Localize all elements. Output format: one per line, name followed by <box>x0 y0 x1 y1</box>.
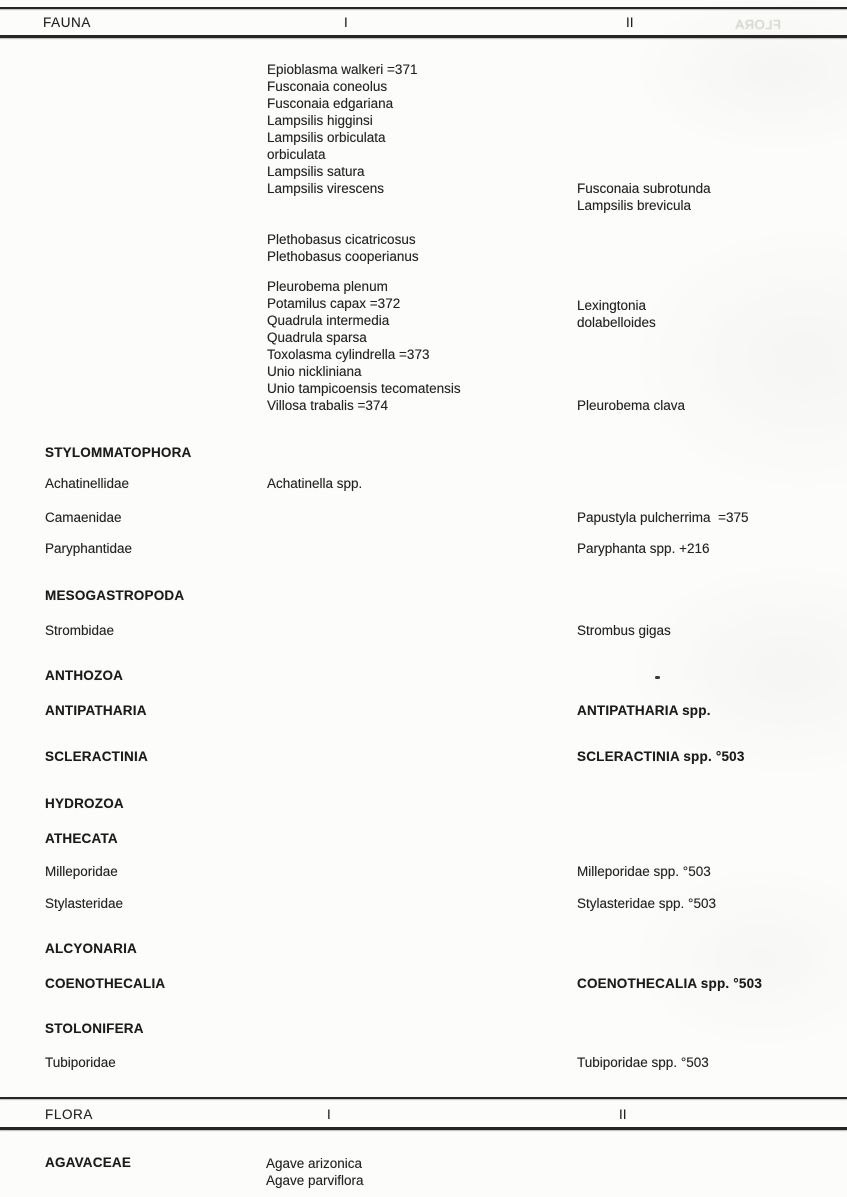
family-name: Stylasteridae <box>45 896 124 911</box>
species-name: Lampsilis higginsi <box>267 113 373 128</box>
species-name-continuation: dolabelloides <box>577 315 656 330</box>
species-name-continuation: orbiculata <box>267 147 326 162</box>
taxon-listing: COENOTHECALIA spp. °503 <box>577 976 763 991</box>
species-name: Achatinella spp. <box>267 476 363 491</box>
class-heading: ANTHOZOA <box>45 668 124 683</box>
taxon-listing: Tubiporidae spp. °503 <box>577 1055 709 1070</box>
species-name: Plethobasus cooperianus <box>267 249 419 264</box>
species-name: Paryphanta spp. +216 <box>577 541 710 556</box>
family-name: Camaenidae <box>45 510 122 525</box>
species-name: Pleurobema plenum <box>267 279 388 294</box>
order-heading: ANTIPATHARIA <box>45 703 147 718</box>
family-name: Strombidae <box>45 623 115 638</box>
fauna-section-title: FAUNA <box>43 15 92 30</box>
species-name: Potamilus capax =372 <box>267 296 401 311</box>
species-name: Papustyla pulcherrima =375 <box>577 510 749 525</box>
species-name: Fusconaia coneolus <box>267 79 388 94</box>
class-heading: HYDROZOA <box>45 796 124 811</box>
species-name: Agave arizonica <box>266 1156 363 1171</box>
taxon-listing: SCLERACTINIA spp. °503 <box>577 749 745 764</box>
appendix-i-column-header: I <box>344 15 348 30</box>
family-name: Milleporidae <box>45 864 118 879</box>
fauna-header-rule-top <box>0 7 847 9</box>
appendix-ii-column-header: II <box>619 1107 627 1122</box>
species-name: Lampsilis brevicula <box>577 198 692 213</box>
order-heading: COENOTHECALIA <box>45 976 166 991</box>
flora-section-title: FLORA <box>45 1107 94 1122</box>
class-heading: ALCYONARIA <box>45 941 137 956</box>
species-name: Unio nickliniana <box>267 364 362 379</box>
flora-header-rule-top <box>0 1097 847 1099</box>
species-name: Epioblasma walkeri =371 <box>267 62 418 77</box>
order-heading: STOLONIFERA <box>45 1021 144 1036</box>
species-name: Pleurobema clava <box>577 398 686 413</box>
taxon-listing: Milleporidae spp. °503 <box>577 864 711 879</box>
appendix-ii-column-header: II <box>626 15 634 30</box>
taxon-listing: Stylasteridae spp. °503 <box>577 896 716 911</box>
species-name: Quadrula intermedia <box>267 313 390 328</box>
order-heading: MESOGASTROPODA <box>45 588 185 603</box>
species-name: Plethobasus cicatricosus <box>267 232 416 247</box>
order-heading: STYLOMMATOPHORA <box>45 445 192 460</box>
ghost-bleedthrough-text: FLORA <box>735 17 781 32</box>
species-name: Agave parviflora <box>266 1173 364 1188</box>
family-name: AGAVACEAE <box>45 1155 132 1170</box>
fauna-header-rule-bottom <box>0 35 847 38</box>
species-name: Toxolasma cylindrella =373 <box>267 347 430 362</box>
family-name: Paryphantidae <box>45 541 133 556</box>
flora-header-rule-bottom <box>0 1127 847 1130</box>
species-name: Lexingtonia <box>577 298 647 313</box>
species-name: Lampsilis virescens <box>267 181 385 196</box>
species-name: Villosa trabalis =374 <box>267 398 388 413</box>
order-heading: SCLERACTINIA <box>45 749 148 764</box>
order-heading: ATHECATA <box>45 831 118 846</box>
species-name: Fusconaia subrotunda <box>577 181 711 196</box>
species-name: Strombus gigas <box>577 623 671 638</box>
species-name: Quadrula sparsa <box>267 330 367 345</box>
appendix-i-column-header: I <box>327 1107 331 1122</box>
species-name: Fusconaia edgariana <box>267 96 394 111</box>
species-name: Lampsilis orbiculata <box>267 130 386 145</box>
family-name: Tubiporidae <box>45 1055 116 1070</box>
taxon-listing: ANTIPATHARIA spp. <box>577 703 711 718</box>
family-name: Achatinellidae <box>45 476 130 491</box>
species-name: Lampsilis satura <box>267 164 365 179</box>
species-name: Unio tampicoensis tecomatensis <box>267 381 461 396</box>
scan-artifact-dot <box>655 676 660 679</box>
